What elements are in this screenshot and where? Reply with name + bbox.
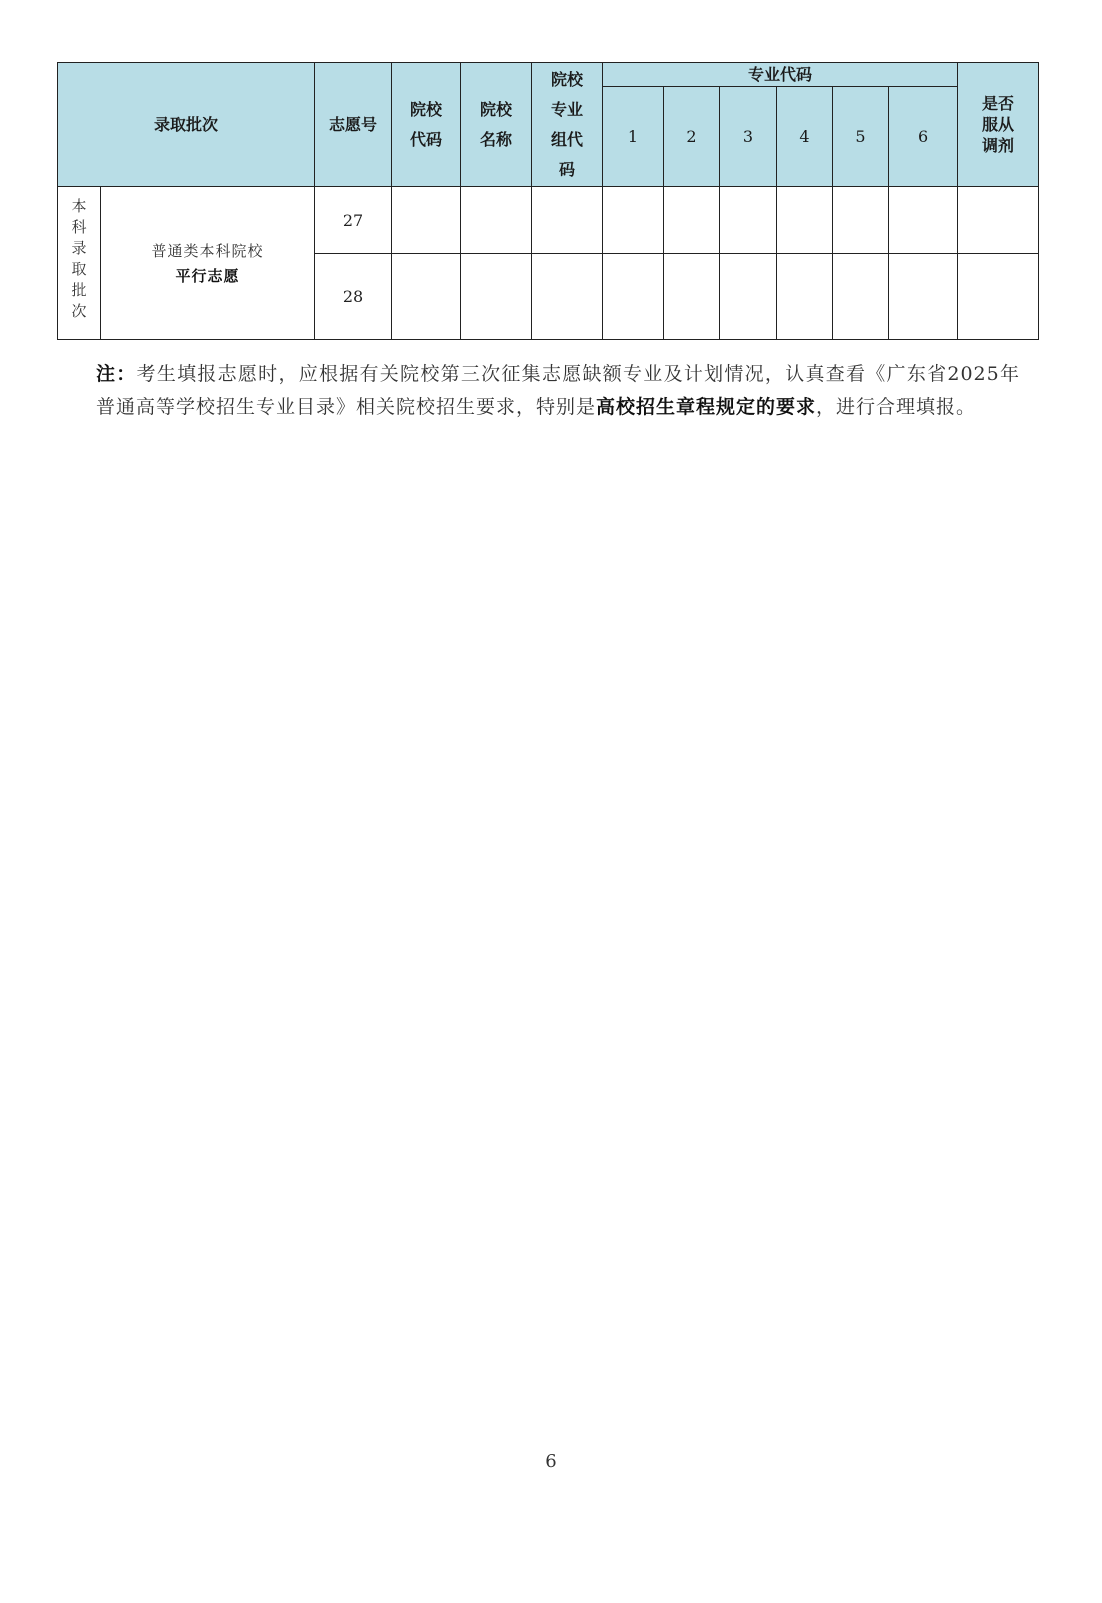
major-code-input-2[interactable]: [664, 187, 720, 254]
adjust-input[interactable]: [958, 254, 1039, 340]
header-school-code: [392, 63, 461, 187]
major-code-input-4[interactable]: [777, 254, 833, 340]
header-school-name-text: 院校名称: [480, 99, 513, 149]
header-group-code: [532, 63, 603, 187]
school-code-input[interactable]: [392, 187, 461, 254]
note-emphasis: 高校招生章程规定的要求: [596, 396, 817, 418]
major-code-input-2[interactable]: [664, 254, 720, 340]
header-major-col-3: 3: [720, 87, 777, 187]
school-name-input[interactable]: [461, 254, 532, 340]
category-cell: [101, 187, 315, 340]
volunteer-form-table: [57, 62, 1039, 340]
note-label: 注：: [96, 363, 137, 385]
wish-number: 27: [315, 187, 392, 254]
header-school-name: [461, 63, 532, 187]
major-code-input-5[interactable]: [833, 254, 889, 340]
major-code-input-5[interactable]: [833, 187, 889, 254]
adjust-input[interactable]: [958, 187, 1039, 254]
header-wish-no: 志愿号: [315, 63, 392, 187]
school-code-input[interactable]: [392, 254, 461, 340]
group-code-input[interactable]: [532, 254, 603, 340]
note-text: 考生填报志愿时，应根据有关院校第三次征集志愿缺额专业及计划情况，认真查看《广东省2025年普通高等学校招生专业目录》相关院校招生要求，特别是: [96, 363, 1020, 418]
header-major-col-2: 2: [664, 87, 720, 187]
major-code-input-6[interactable]: [889, 187, 958, 254]
category-name: 普通类本科院校: [151, 242, 264, 260]
header-major-col-1: 1: [603, 87, 664, 187]
header-group-code-text: 院校专业组代码: [551, 69, 584, 179]
table-row: [58, 187, 1039, 254]
wish-number: 28: [315, 254, 392, 340]
batch-name-cell: [58, 187, 101, 340]
school-name-input[interactable]: [461, 187, 532, 254]
header-major-col-5: 5: [833, 87, 889, 187]
major-code-input-6[interactable]: [889, 254, 958, 340]
header-major-code: 专业代码: [603, 63, 958, 87]
major-code-input-4[interactable]: [777, 187, 833, 254]
group-code-input[interactable]: [532, 187, 603, 254]
note-text-end: ，进行合理填报。: [816, 396, 977, 418]
page-number: 6: [545, 1451, 557, 1472]
category-type: 平行志愿: [175, 267, 240, 285]
header-school-code-text: 院校代码: [410, 99, 443, 149]
header-adjust: [958, 63, 1039, 187]
major-code-input-3[interactable]: [720, 254, 777, 340]
note-paragraph: [96, 358, 1020, 424]
header-batch: 录取批次: [58, 63, 315, 187]
header-major-col-6: 6: [889, 87, 958, 187]
major-code-input-1[interactable]: [603, 254, 664, 340]
header-major-col-4: 4: [777, 87, 833, 187]
header-adjust-text: 是否服从调剂: [982, 94, 1015, 155]
major-code-input-1[interactable]: [603, 187, 664, 254]
batch-name: 本科录取批次: [69, 198, 88, 324]
major-code-input-3[interactable]: [720, 187, 777, 254]
